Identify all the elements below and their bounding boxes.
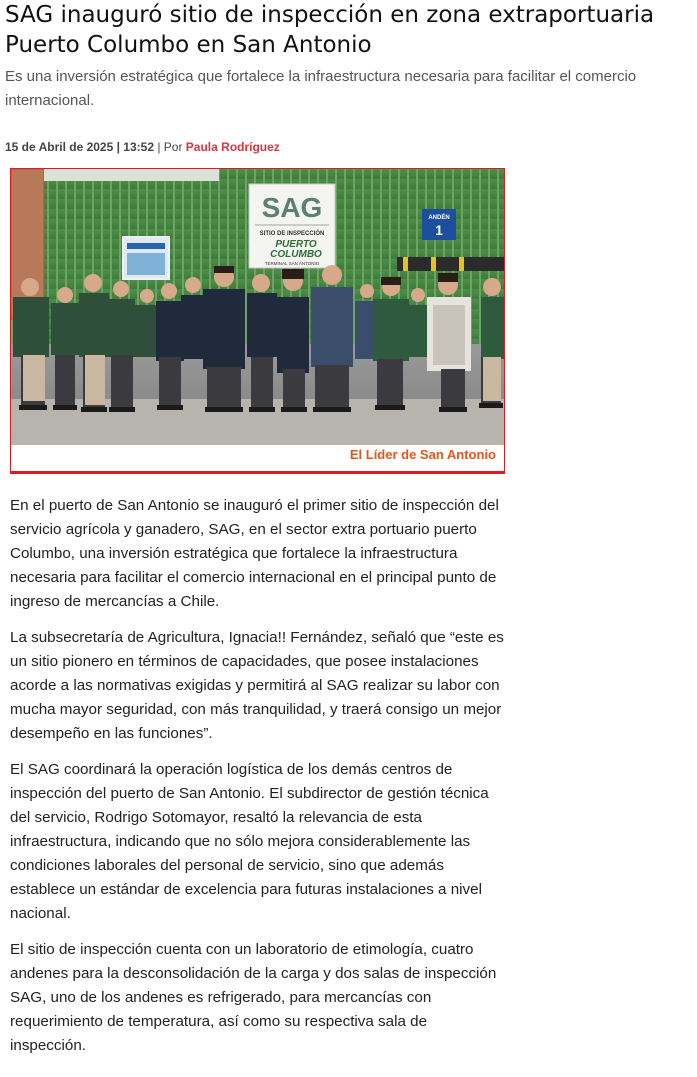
body-paragraph: El SAG coordinará la operación logística de los demás centros de inspección del puerto de San Antonio. El subdirector de gestión técnica del servicio, Rodrigo Sotomayor, resaltó la relevancia de esta infraestructura, indicando que no sólo mejora considerablemente las condiciones laborales del personal de servicio, sino que además establece un estándar de excelencia para futuras instalaciones a nivel nacional. — [10, 761, 489, 922]
article-figure — [10, 168, 505, 474]
body-paragraph: La subsecretaría de Agricultura, Ignacia!! Fernández, señaló que “este es un sitio pionero en términos de capacidades, que posee instalaciones acorde a las normativas exigidas y permitirá al SAG realizar su labor con mucha mayor seguridad, con más tranquilidad, y traerá consigo un mejor desempeño en las funciones”. — [10, 629, 504, 742]
anden-label-text: ANDÉN — [428, 215, 450, 221]
sign-line2-text: PUERTO — [275, 239, 317, 250]
article-body — [10, 494, 507, 1070]
article-subtitle: Es una inversión estratégica que fortalece la infraestructura necesaria para facilitar el comercio internacional. — [5, 68, 637, 109]
body-paragraph: El sitio de inspección cuenta con un laboratorio de etimología, cuatro andenes para la desconsolidación de la carga y dos salas de inspección SAG, uno de los andenes es refrigerado, para mercancías con requerimiento de temperatura, así como su respectiva sala de inspección. — [10, 941, 497, 1054]
sign-line3-text: COLUMBO — [270, 249, 322, 260]
sign-line1-text: SITIO DE INSPECCIÓN — [259, 231, 325, 237]
anden-number-text: 1 — [435, 222, 443, 238]
publish-date: 15 de Abril de 2025 | 13:52 — [5, 140, 154, 154]
author-link[interactable]: Paula Rodríguez — [185, 140, 280, 154]
sign-brand-text: SAG — [261, 192, 323, 223]
article-photo[interactable] — [11, 169, 504, 445]
article-byline — [5, 138, 280, 156]
sign-line4-text: TERMINAL SAN ANTONIO — [264, 261, 320, 266]
byline-separator: | Por — [154, 140, 186, 154]
body-paragraph: En el puerto de San Antonio se inauguró el primer sitio de inspección del servicio agrícola y ganadero, SAG, en el sector extra portuario puerto Columbo, una inversión estratégica que fortalece la infraestructura necesaria para facilitar el comercio internacional en el principal punto de ingreso de mercancías a Chile. — [10, 497, 499, 610]
photo-caption: El Líder de San Antonio — [349, 447, 496, 462]
article-title: SAG inauguró sitio de inspección en zona extraportuaria Puerto Columbo en San Antonio — [5, 2, 655, 58]
